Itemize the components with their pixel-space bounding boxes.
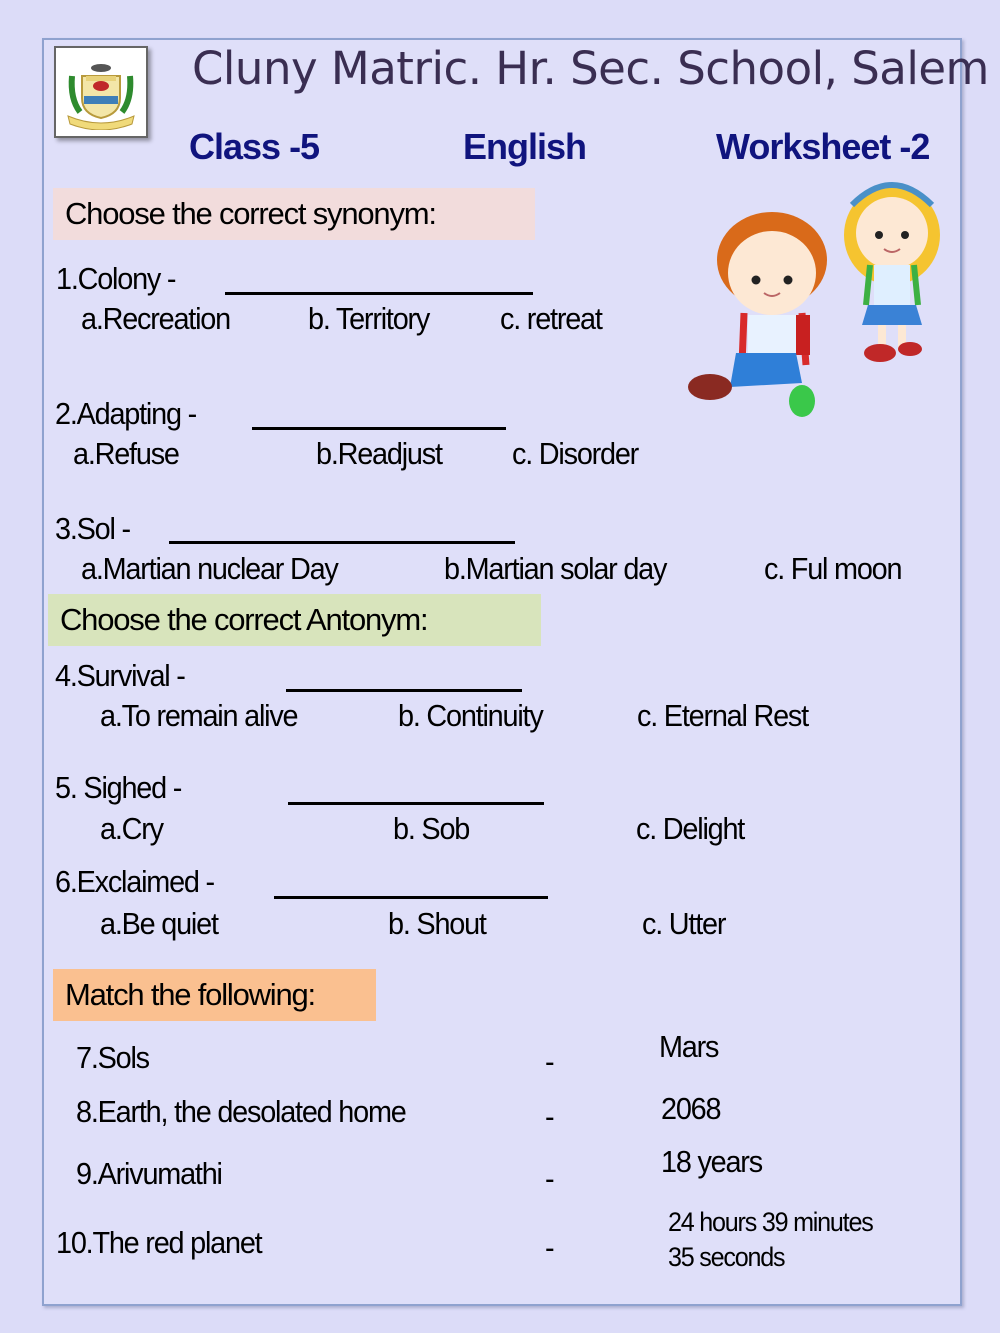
question-3-prompt: 3.Sol - <box>55 511 130 546</box>
match-left-9: 9.Arivumathi <box>76 1156 222 1191</box>
match-left-7: 7.Sols <box>76 1040 149 1075</box>
subject-label: English <box>463 126 587 167</box>
match-right-2: 2068 <box>661 1091 721 1126</box>
question-2-option-b: b.Readjust <box>316 436 442 471</box>
question-2-option-c: c. Disorder <box>512 436 639 471</box>
section-header-antonym: Choose the correct Antonym: <box>48 594 541 646</box>
question-4-option-a: a.To remain alive <box>100 698 298 733</box>
answer-blank-6[interactable] <box>274 896 548 899</box>
children-with-backpacks-icon <box>684 165 954 425</box>
answer-blank-2[interactable] <box>252 427 506 430</box>
question-5-option-b: b. Sob <box>393 811 470 846</box>
question-1-option-a: a.Recreation <box>81 301 230 336</box>
question-5-option-a: a.Cry <box>100 811 163 846</box>
question-6-option-a: a.Be quiet <box>100 906 218 941</box>
match-right-4-line1: 24 hours 39 minutes <box>668 1207 873 1237</box>
worksheet-label: Worksheet -2 <box>716 126 930 167</box>
question-4-option-b: b. Continuity <box>398 698 543 733</box>
section-header-synonym: Choose the correct synonym: <box>53 188 535 240</box>
question-6-prompt: 6.Exclaimed - <box>55 864 214 899</box>
question-1-prompt: 1.Colony - <box>56 261 176 296</box>
match-separator-8: - <box>545 1099 554 1134</box>
question-6-option-b: b. Shout <box>388 906 486 941</box>
section-header-match: Match the following: <box>53 969 376 1021</box>
question-6-option-c: c. Utter <box>642 906 726 941</box>
question-5-prompt: 5. Sighed - <box>55 770 182 805</box>
answer-blank-5[interactable] <box>288 802 544 805</box>
match-separator-9: - <box>545 1161 554 1196</box>
question-2-prompt: 2.Adapting - <box>55 396 196 431</box>
match-left-8: 8.Earth, the desolated home <box>76 1094 406 1129</box>
answer-blank-1[interactable] <box>225 292 533 295</box>
question-3-option-a: a.Martian nuclear Day <box>81 551 338 586</box>
school-logo <box>54 46 148 138</box>
class-label: Class -5 <box>189 126 320 167</box>
match-right-3: 18 years <box>661 1144 762 1179</box>
match-separator-7: - <box>545 1044 554 1079</box>
question-1-option-b: b. Territory <box>308 301 430 336</box>
school-name: Cluny Matric. Hr. Sec. School, Salem <box>192 42 989 95</box>
match-separator-10: - <box>545 1230 554 1265</box>
answer-blank-3[interactable] <box>169 541 515 544</box>
question-4-option-c: c. Eternal Rest <box>637 698 808 733</box>
school-crest-icon <box>62 54 140 130</box>
question-3-option-c: c. Ful moon <box>764 551 902 586</box>
match-left-10: 10.The red planet <box>56 1225 262 1260</box>
match-right-1: Mars <box>659 1029 719 1064</box>
question-4-prompt: 4.Survival - <box>55 658 185 693</box>
answer-blank-4[interactable] <box>286 689 522 692</box>
match-right-4-line2: 35 seconds <box>668 1242 785 1272</box>
question-1-option-c: c. retreat <box>500 301 602 336</box>
question-3-option-b: b.Martian solar day <box>444 551 667 586</box>
question-2-option-a: a.Refuse <box>73 436 179 471</box>
question-5-option-c: c. Delight <box>636 811 745 846</box>
